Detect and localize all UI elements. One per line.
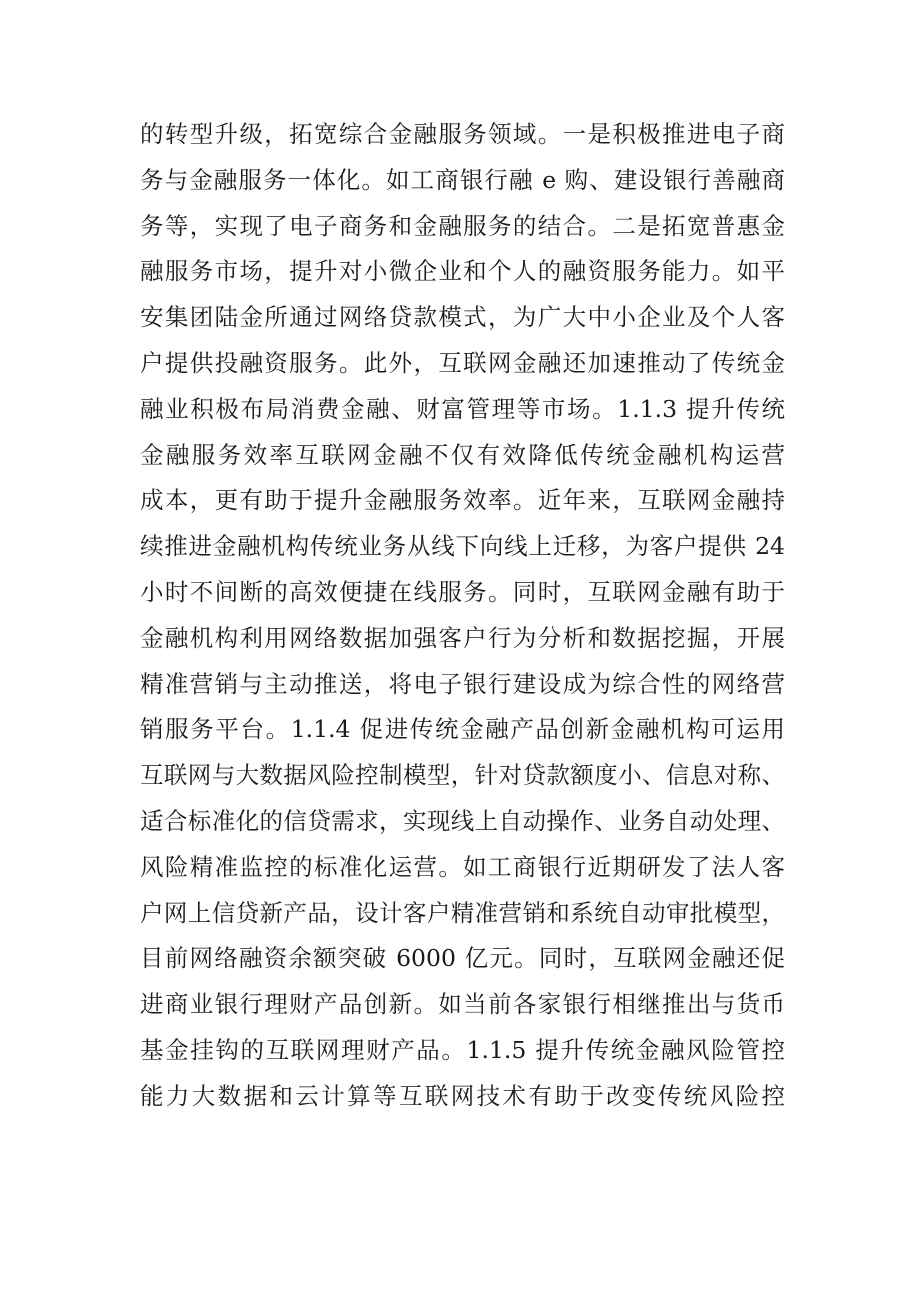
- text-line: 安集团陆金所通过网络贷款模式，为广大中小企业及个人客: [140, 303, 785, 332]
- text-line: 务等，实现了电子商务和金融服务的结合。二是拓宽普惠金: [140, 211, 785, 240]
- text-line: 成本，更有助于提升金融服务效率。近年来，互联网金融持: [140, 486, 785, 515]
- text-line: 融业积极布局消费金融、财富管理等市场。1.1.3 提升传统: [140, 394, 785, 423]
- body-paragraph: [140, 112, 785, 1120]
- text-line: 销服务平台。1.1.4 促进传统金融产品创新金融机构可运用: [140, 715, 785, 744]
- text-line: 目前网络融资余额突破 6000 亿元。同时，互联网金融还促: [140, 944, 785, 973]
- text-line: 基金挂钩的互联网理财产品。1.1.5 提升传统金融风险管控: [140, 1035, 785, 1064]
- text-line: 进商业银行理财产品创新。如当前各家银行相继推出与货币: [140, 990, 785, 1019]
- text-line: 户提供投融资服务。此外，互联网金融还加速推动了传统金: [140, 348, 785, 377]
- text-line: 金融机构利用网络数据加强客户行为分析和数据挖掘，开展: [140, 623, 785, 652]
- text-line: 精准营销与主动推送，将电子银行建设成为综合性的网络营: [140, 669, 785, 698]
- text-line: 续推进金融机构传统业务从线下向线上迁移，为客户提供 24: [140, 532, 785, 561]
- text-line: 互联网与大数据风险控制模型，针对贷款额度小、信息对称、: [140, 761, 785, 790]
- text-line: 小时不间断的高效便捷在线服务。同时，互联网金融有助于: [140, 577, 785, 606]
- text-line: 的转型升级，拓宽综合金融服务领域。一是积极推进电子商: [140, 120, 785, 148]
- text-line: 融服务市场，提升对小微企业和个人的融资服务能力。如平: [140, 257, 785, 286]
- text-line: 风险精准监控的标准化运营。如工商银行近期研发了法人客: [140, 852, 785, 881]
- text-line: 适合标准化的信贷需求，实现线上自动操作、业务自动处理、: [140, 806, 785, 835]
- text-line: 金融服务效率互联网金融不仅有效降低传统金融机构运营: [140, 440, 785, 469]
- text-line: 务与金融服务一体化。如工商银行融 e 购、建设银行善融商: [140, 165, 785, 194]
- text-line: 能力大数据和云计算等互联网技术有助于改变传统风险控: [140, 1081, 785, 1110]
- text-line: 户网上信贷新产品，设计客户精准营销和系统自动审批模型，: [140, 898, 785, 927]
